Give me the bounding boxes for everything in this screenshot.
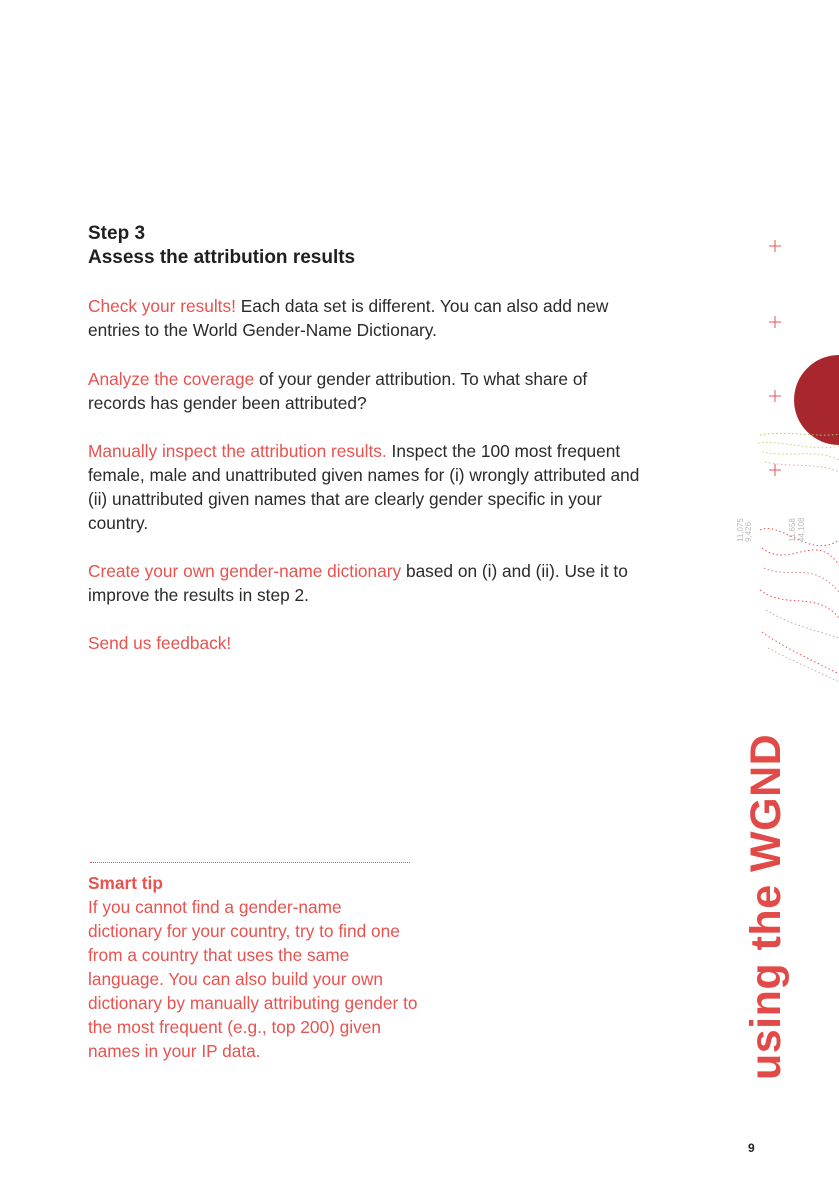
half-circle-shape (794, 355, 839, 445)
highlight-manual-inspect: Manually inspect the attribution results. (88, 441, 387, 461)
paragraph-check-results (88, 294, 648, 342)
page-number: 9 (748, 1141, 755, 1155)
plus-markers (769, 240, 781, 476)
value-label: 11,658 (788, 518, 797, 542)
value-label: 44,108 (797, 517, 806, 542)
highlight-analyze-coverage: Analyze the coverage (88, 369, 255, 389)
text-check-results: Each data set is different. You can also add new entries to the World Gender-Name Dictionary. (88, 296, 609, 340)
text-manual-inspect: Inspect the 100 most frequent female, male and unattributed given names for (i) wrongly attributed and (ii) unattributed given names that are clearly gender specific in your country. (88, 441, 640, 533)
value-label: 11,075 (736, 518, 745, 542)
value-label: 9,426 (744, 521, 753, 542)
paragraph-feedback (88, 631, 648, 655)
step-label: Step 3 (88, 223, 146, 244)
plus-icon (769, 390, 781, 402)
paragraph-manual-inspect (88, 439, 648, 535)
paragraph-analyze-coverage (88, 367, 648, 415)
plus-icon (769, 316, 781, 328)
step-heading (88, 222, 648, 270)
smart-tip-divider (90, 862, 410, 863)
decorative-graphic (720, 230, 839, 690)
step-title: Assess the attribution results (88, 247, 356, 268)
plus-icon (769, 464, 781, 476)
vertical-value-labels (736, 517, 806, 542)
text-create-dictionary: based on (i) and (ii). Use it to improve the results in step 2. (88, 561, 628, 605)
smart-tip-title: Smart tip (88, 873, 163, 893)
dotted-curves (758, 433, 839, 682)
plus-icon (769, 240, 781, 252)
text-analyze-coverage: of your gender attribution. To what share of records has gender been attributed? (88, 369, 588, 413)
smart-tip-body: If you cannot find a gender-name dictionary for your country, try to find one from a country that uses the same language. You can also build your own dictionary by manually attributing gender to the most frequent (e.g., top 200) given names in your IP data. (88, 897, 418, 1061)
paragraph-create-dictionary (88, 559, 648, 607)
highlight-feedback: Send us feedback! (88, 633, 232, 653)
side-title: using the WGND (742, 733, 790, 1080)
highlight-create-dictionary: Create your own gender-name dictionary (88, 561, 402, 581)
smart-tip (88, 871, 418, 1063)
highlight-check-results: Check your results! (88, 296, 236, 316)
